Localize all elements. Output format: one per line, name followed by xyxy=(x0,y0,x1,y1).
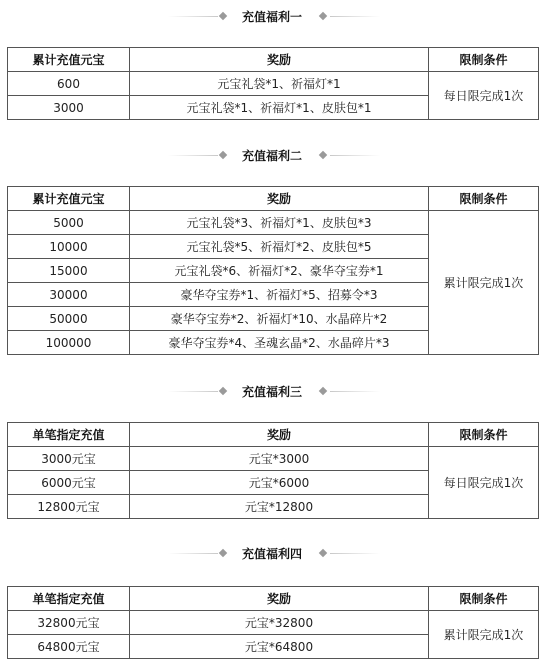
amount-cell: 12800元宝 xyxy=(8,495,130,519)
reward-cell: 元宝礼袋*1、祈福灯*1 xyxy=(130,72,429,96)
reward-cell: 豪华夺宝券*2、祈福灯*10、水晶碎片*2 xyxy=(130,307,429,331)
section-2-header xyxy=(0,146,544,166)
amount-cell: 30000 xyxy=(8,283,130,307)
reward-cell: 元宝*12800 xyxy=(130,495,429,519)
reward-cell: 元宝*3000 xyxy=(130,447,429,471)
col-header-condition: 限制条件 xyxy=(429,423,539,447)
section-3-title: 充值福利三 xyxy=(241,385,302,399)
col-header-condition: 限制条件 xyxy=(429,587,539,611)
condition-cell: 累计限完成1次 xyxy=(429,611,539,659)
section-1-header xyxy=(0,7,544,27)
col-header-reward: 奖励 xyxy=(130,587,429,611)
section-4-title: 充值福利四 xyxy=(241,547,302,561)
col-header-amount: 累计充值元宝 xyxy=(8,187,130,211)
section-1-title: 充值福利一 xyxy=(241,10,302,24)
amount-cell: 3000 xyxy=(8,96,130,120)
section-2-title: 充值福利二 xyxy=(241,149,302,163)
reward-cell: 元宝*64800 xyxy=(130,635,429,659)
table-header-row xyxy=(8,423,539,447)
table-header-row xyxy=(8,48,539,72)
header-divider-right xyxy=(330,16,380,17)
amount-cell: 600 xyxy=(8,72,130,96)
col-header-reward: 奖励 xyxy=(130,423,429,447)
col-header-condition: 限制条件 xyxy=(429,48,539,72)
col-header-amount: 单笔指定充值 xyxy=(8,423,130,447)
header-divider-right xyxy=(330,155,380,156)
table-row xyxy=(8,72,539,96)
amount-cell: 3000元宝 xyxy=(8,447,130,471)
amount-cell: 100000 xyxy=(8,331,130,355)
reward-cell: 豪华夺宝券*1、祈福灯*5、招募令*3 xyxy=(130,283,429,307)
condition-cell: 每日限完成1次 xyxy=(429,447,539,519)
condition-cell: 每日限完成1次 xyxy=(429,72,539,120)
reward-cell: 元宝礼袋*5、祈福灯*2、皮肤包*5 xyxy=(130,235,429,259)
amount-cell: 5000 xyxy=(8,211,130,235)
col-header-reward: 奖励 xyxy=(130,187,429,211)
section-3-header xyxy=(0,382,544,402)
amount-cell: 10000 xyxy=(8,235,130,259)
reward-cell: 元宝礼袋*6、祈福灯*2、豪华夺宝券*1 xyxy=(130,259,429,283)
table-header-row xyxy=(8,587,539,611)
section-4-header xyxy=(0,544,544,564)
table-row xyxy=(8,211,539,235)
section-3-table xyxy=(7,422,539,519)
condition-cell: 累计限完成1次 xyxy=(429,211,539,355)
section-4-table xyxy=(7,586,539,659)
table-row xyxy=(8,611,539,635)
amount-cell: 50000 xyxy=(8,307,130,331)
col-header-amount: 累计充值元宝 xyxy=(8,48,130,72)
reward-cell: 豪华夺宝券*4、圣魂玄晶*2、水晶碎片*3 xyxy=(130,331,429,355)
reward-cell: 元宝*6000 xyxy=(130,471,429,495)
header-divider-right xyxy=(330,553,380,554)
table-row xyxy=(8,447,539,471)
reward-cell: 元宝礼袋*1、祈福灯*1、皮肤包*1 xyxy=(130,96,429,120)
section-1-table xyxy=(7,47,539,120)
amount-cell: 32800元宝 xyxy=(8,611,130,635)
amount-cell: 64800元宝 xyxy=(8,635,130,659)
amount-cell: 15000 xyxy=(8,259,130,283)
amount-cell: 6000元宝 xyxy=(8,471,130,495)
section-2-table xyxy=(7,186,539,355)
col-header-reward: 奖励 xyxy=(130,48,429,72)
table-header-row xyxy=(8,187,539,211)
header-divider-right xyxy=(330,391,380,392)
reward-cell: 元宝礼袋*3、祈福灯*1、皮肤包*3 xyxy=(130,211,429,235)
reward-cell: 元宝*32800 xyxy=(130,611,429,635)
col-header-condition: 限制条件 xyxy=(429,187,539,211)
col-header-amount: 单笔指定充值 xyxy=(8,587,130,611)
